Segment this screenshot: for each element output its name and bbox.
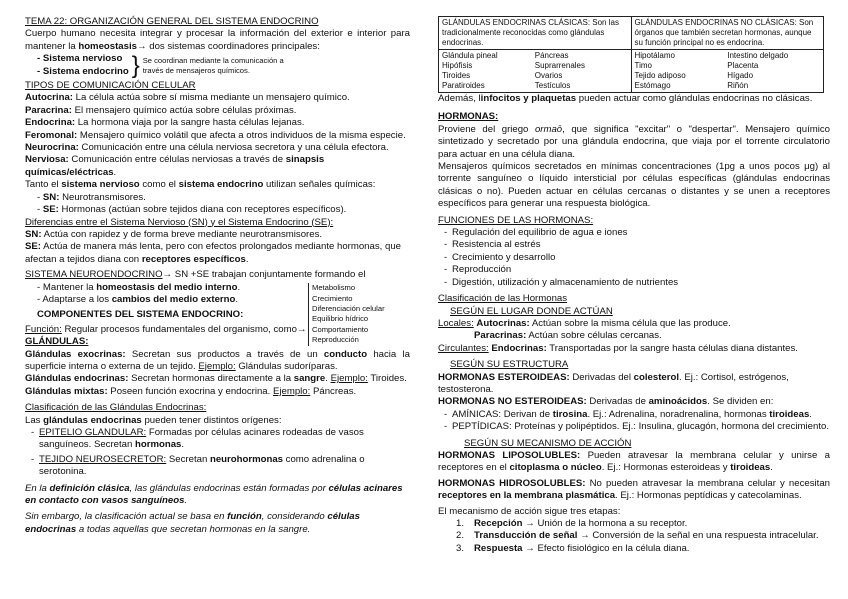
locales-line: Locales: Autocrinas: Actúan sobre la misma célula que las produce. [438, 317, 731, 329]
funcion-item: - Regulación del equilibrio de agua e iones [438, 227, 830, 239]
table-cell-clasicas [439, 50, 632, 93]
glandulas-heading: GLÁNDULAS: [25, 336, 89, 348]
hormonas-p1: Proviene del griego ormaō, que significa "excitar" o "despertar". Mensajero químico sintetizado y secretado por una glándula endocrina, que viaja por el torrente circulatorio para actuar en una célula diana. [438, 123, 830, 160]
tipo-item: Feromonal: Mensajero químico volátil que afecta a otros individuos de la misma especie. [25, 129, 406, 141]
page-title: TEMA 22: ORGANIZACIÓN GENERAL DEL SISTEMA ENDOCRINO [25, 16, 319, 27]
clasificacion-item: - TEJIDO NEUROSECRETOR: Secretan neurohormonas como adrenalina o serotonina. [25, 454, 410, 479]
ademas-line: Además, linfocitos y plaquetas pueden actuar como glándulas endocrinas no clásicas. [438, 93, 813, 104]
diferencias-heading: Diferencias entre el Sistema Nervioso (SN) y el Sistema Endocrino (SE): [25, 216, 334, 228]
dif-item: SN: Actúa con rapidez y de forma breve mediante neurotransmisores. [25, 228, 323, 240]
table-item: Riñón [727, 81, 749, 90]
table-item: Suprarrenales [534, 61, 585, 70]
neuro-item: - Mantener la homeostasis del medio interno. [25, 282, 410, 294]
tipos-heading: TIPOS DE COMUNICACIÓN CELULAR [25, 80, 196, 92]
funcion-item: - Digestión, utilización y almacenamiento de nutrientes [438, 277, 830, 289]
function-item: Crecimiento [312, 293, 353, 303]
table-item: Tiroides [442, 71, 471, 80]
table-item: Paratiroides [442, 81, 485, 90]
funciones-heading: FUNCIONES DE LAS HORMONAS: [438, 214, 594, 226]
clasificacion-item: - EPITELIO GLANDULAR: Formadas por células acinares rodeadas de vasos sanguíneos. Secretan hormonas. [25, 427, 410, 452]
table-item: Tejido adiposo [634, 71, 686, 80]
function-item: Metabolismo [312, 283, 356, 293]
table-item: Testículos [534, 81, 571, 90]
function-item: Comportamiento [312, 324, 369, 334]
clasificacion-heading: Clasificación de las Glándulas Endocrinas: [25, 402, 207, 414]
table-item: Intestino delgado [727, 51, 789, 60]
tipo-item: Paracrina: El mensajero químico actúa sobre células próximas. [25, 104, 297, 116]
brace-icon: } [131, 51, 140, 79]
table-item: Hipotálamo [634, 51, 675, 60]
tanto-paragraph: Tanto el sistema nervioso como el sistema endocrino utilizan señales químicas: [25, 179, 376, 191]
italic-note-1: En la definición clásica, las glándulas endocrinas están formadas por células acinares en contacto con vasos sanguíneos. [25, 482, 403, 507]
system-item: - Sistema nervioso [37, 53, 129, 65]
tipo-item: Nerviosa: Comunicación entre células nerviosas a través de sinapsis químicas/eléctricas. [25, 154, 325, 178]
table-item: Ovarios [534, 71, 563, 80]
function-item: Diferenciación celular [312, 303, 385, 313]
clasificacion-intro: Las glándulas endocrinas pueden tener distintos orígenes: [25, 414, 282, 426]
dif-item: SE: Actúa de manera más lenta, pero con efectos prolongados mediante hormonas, que afectan a tejidos diana con receptores específicos. [25, 241, 401, 265]
sn-item: - SN: Neurotransmisores. [25, 192, 410, 204]
table-item: Hipófisis [442, 61, 473, 70]
esteroideas-line: HORMONAS ESTEROIDEAS: Derivadas del colesterol. Ej.: Cortisol, estrógenos, testosterona. [438, 371, 789, 395]
mecanismo-heading: SEGÚN SU MECANISMO DE ACCIÓN [464, 437, 632, 449]
right-column [438, 16, 830, 555]
function-item: Equilibrio hídrico [312, 314, 369, 324]
no-esteroideas-line: HORMONAS NO ESTEROIDEAS: Derivadas de aminoácidos. Se dividen en: [438, 396, 774, 408]
table-item: Estómago [634, 81, 671, 90]
hormonas-heading: HORMONAS: [438, 111, 499, 123]
table-item: Páncreas [534, 51, 569, 60]
function-list [308, 283, 385, 345]
table-item: Glándula pineal [442, 51, 498, 60]
neuro-item: - Adaptarse a los cambios del medio externo. [25, 294, 410, 306]
glandula-item: Glándulas mixtas: Poseen función exocrina y endocrina. Ejemplo: Páncreas. [25, 385, 357, 397]
systems-note: Se coordinan mediante la comunicación a través de mensajeros químicos. [142, 55, 284, 75]
tipo-item: Neurocrina: Comunicación entre una célula nerviosa secretora y una célula efectora. [25, 142, 389, 154]
tipo-item: Endocrina: La hormona viaja por la sangre hasta células lejanas. [25, 117, 305, 129]
se-item: - SE: Hormonas (actúan sobre tejidos diana con receptores específicos). [25, 204, 410, 216]
italic-note-2: Sin embargo, la clasificación actual se basa en función, considerando células endocrinas a todas aquellas que secretan hormonas en la sangre. [25, 511, 360, 535]
systems-list [25, 53, 410, 78]
circulantes-line: Circulantes: Endocrinas: Transportadas por la sangre hasta células diana distantes. [438, 342, 798, 354]
funcion-item: - Reproducción [438, 264, 830, 276]
left-column [25, 16, 410, 536]
paracrinas-line: Paracrinas: Actúan sobre células cercanas. [474, 330, 662, 342]
table-item: Timo [634, 61, 652, 70]
glandula-item: Glándulas endocrinas: Secretan hormonas directamente a la sangre. Ejemplo: Tiroides. [25, 373, 407, 385]
table-item: Placenta [727, 61, 759, 70]
etapas-intro: El mecanismo de acción sigue tres etapas: [438, 505, 621, 517]
peptidicas-item: - PEPTÍDICAS: Proteínas y polipéptidos. Ej.: Insulina, glucagón, hormona del crecimiento. [438, 421, 830, 433]
table-header-no-clasicas: GLÁNDULAS ENDOCRINAS NO CLÁSICAS: Son órganos que también secretan hormonas, aunque su función principal no es endocrina. [631, 17, 824, 50]
system-item: - Sistema endocrino [37, 66, 129, 78]
etapa-item: 2. Transducción de señal → Conversión de la señal en una respuesta intracelular. [456, 530, 819, 542]
function-item: Reproducción [312, 335, 359, 345]
tipo-item: Autocrina: La célula actúa sobre sí misma mediante un mensajero químico. [25, 92, 350, 104]
liposolubles-line: HORMONAS LIPOSOLUBLES: Pueden atravesar la membrana celular y unirse a receptores en el citoplasma o núcleo. Ej.: Hormonas esteroideas y tiroideas. [438, 449, 830, 474]
etapa-item: 3. Respuesta → Efecto fisiológico en la célula diana. [456, 542, 690, 554]
lugar-heading: SEGÚN EL LUGAR DONDE ACTÚAN [450, 305, 613, 317]
aminicas-item: - AMÍNICAS: Derivan de tirosina. Ej.: Adrenalina, noradrenalina, hormonas tiroideas. [438, 409, 830, 421]
glandulas-table [438, 16, 824, 93]
table-cell-no-clasicas [631, 50, 824, 93]
table-header-clasicas: GLÁNDULAS ENDOCRINAS CLÁSICAS: Son las tradicionalmente reconocidas como glándulas endocrinas. [439, 17, 632, 50]
estructura-heading: SEGÚN SU ESTRUCTURA [450, 359, 569, 371]
glandula-item: Glándulas exocrinas: Secretan sus productos a través de un conducto hacia la superficie interna o externa de un tejido. Ejemplo: Glándulas sudoríparas. [25, 348, 410, 372]
intro-paragraph: Cuerpo humano necesita integrar y procesar la información del exterior e interior para mantener la homeostasis→ dos sistemas coordinadores principales: [25, 28, 410, 52]
funcion-item: - Crecimiento y desarrollo [438, 252, 830, 264]
hormonas-p2: Mensajeros químicos secretados en mínimas concentraciones (1pg a unos pocos μg) al torrente sanguíneo o líquido intersticial por células específicas (glándulas endocrinas clásicas o no). Pueden actuar en células cercanas o distantes y se unen a receptores específicos para generar una respuesta biológica. [438, 161, 830, 210]
clasificacion-hormonas-heading: Clasificación de las Hormonas [438, 293, 568, 305]
etapa-item: 1. Recepción → Unión de la hormona a su receptor. [456, 518, 688, 529]
neuro-heading: SISTEMA NEUROENDOCRINO→ SN +SE trabajan conjuntamente formando el [25, 269, 366, 281]
funcion-line: Función: Regular procesos fundamentales del organismo, como→ [25, 323, 307, 335]
table-item: Hígado [727, 71, 754, 80]
funcion-item: - Resistencia al estrés [438, 239, 830, 251]
componentes-heading: COMPONENTES DEL SISTEMA ENDOCRINO: [37, 309, 244, 321]
hidrosolubles-line: HORMONAS HIDROSOLUBLES: No pueden atravesar la membrana celular y necesitan receptores en la membrana plasmática. Ej.: Hormonas peptídicas y catecolaminas. [438, 477, 830, 502]
